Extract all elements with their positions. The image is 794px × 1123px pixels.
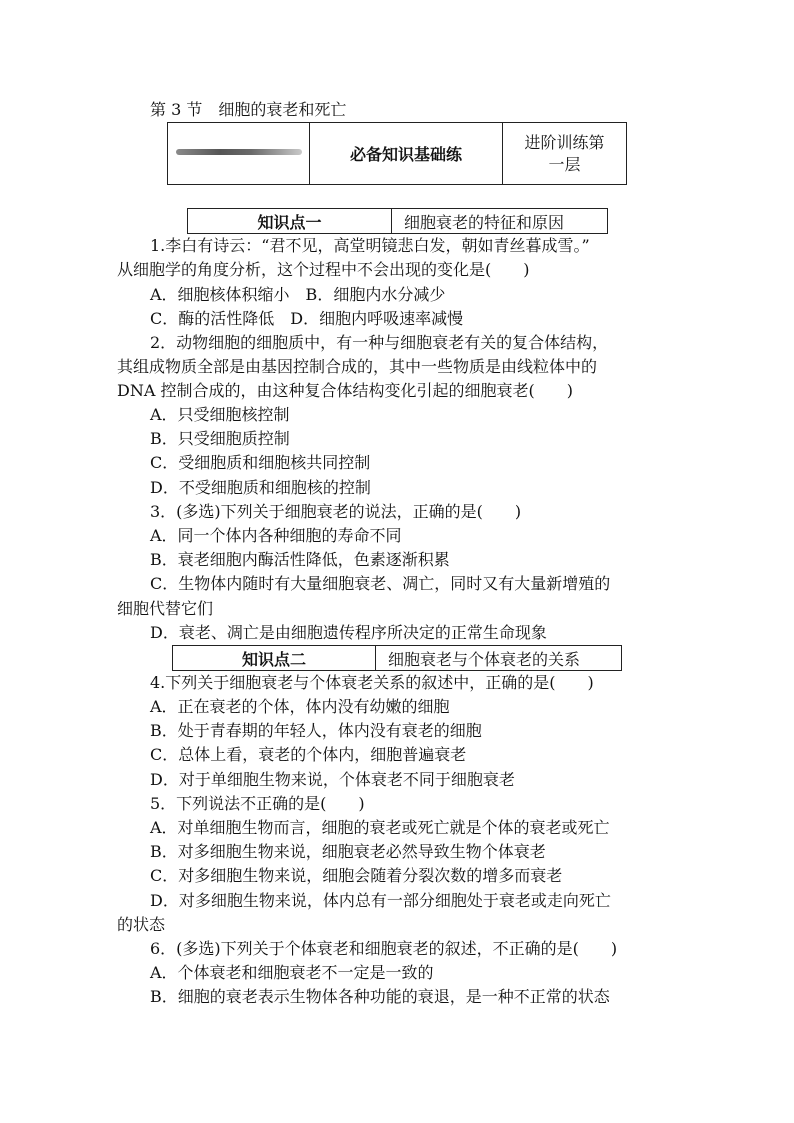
option-line: A．对单细胞生物而言，细胞的衰老或死亡就是个体的衰老或死亡 xyxy=(150,818,610,837)
option-line: A．个体衰老和细胞衰老不一定是一致的 xyxy=(150,963,434,982)
option-line: 细胞代替它们 xyxy=(117,599,214,618)
option-line: B．处于青春期的年轻人，体内没有衰老的细胞 xyxy=(150,721,482,740)
knowledge-point-2-label: 知识点二 xyxy=(173,646,376,670)
question-line: 2．动物细胞的细胞质中，有一种与细胞衰老有关的复合体结构， xyxy=(150,333,609,352)
option-line: D．对于单细胞生物来说，个体衰老不同于细胞衰老 xyxy=(150,770,515,789)
knowledge-point-1-label: 知识点一 xyxy=(188,209,392,233)
option-line: B．对多细胞生物来说，细胞衰老必然导致生物个体衰老 xyxy=(150,842,546,861)
brush-stroke-image xyxy=(176,149,302,155)
question-line: DNA 控制合成的，由这种复合体结构变化引起的细胞衰老( ) xyxy=(117,381,573,400)
option-line: A．只受细胞核控制 xyxy=(150,405,290,424)
question-line: 4.下列关于细胞衰老与个体衰老关系的叙述中，正确的是( ) xyxy=(150,673,594,692)
knowledge-point-2-box xyxy=(172,645,622,671)
option-line: D．对多细胞生物来说，体内总有一部分细胞处于衰老或走向死亡 xyxy=(150,891,611,910)
option-line: D．衰老、凋亡是由细胞遗传程序所决定的正常生命现象 xyxy=(150,623,547,642)
question-line: 1.李白有诗云：“君不见，高堂明镜悲白发，朝如青丝暮成雪。” xyxy=(150,236,590,255)
header-right-label xyxy=(503,123,626,184)
header-image-cell xyxy=(168,123,310,184)
option-line: B．细胞的衰老表示生物体各种功能的衰退，是一种不正常的状态 xyxy=(150,987,610,1006)
option-line: C．受细胞质和细胞核共同控制 xyxy=(150,453,371,472)
option-line: C．总体上看，衰老的个体内，细胞普遍衰老 xyxy=(150,745,467,764)
knowledge-point-1-box xyxy=(187,208,608,234)
header-center-label: 必备知识基础练 xyxy=(310,123,503,184)
header-right-label-line2: 一层 xyxy=(548,154,581,174)
header-table xyxy=(167,122,627,185)
option-line: B．只受细胞质控制 xyxy=(150,429,290,448)
header-right-label-line1: 进阶训练第 xyxy=(524,132,605,152)
knowledge-point-2-topic: 细胞衰老与个体衰老的关系 xyxy=(388,649,581,669)
option-line: A．正在衰老的个体，体内没有幼嫩的细胞 xyxy=(150,697,450,716)
option-line: C．对多细胞生物来说，细胞会随着分裂次数的增多而衰老 xyxy=(150,866,563,885)
option-line: C．酶的活性降低 D．细胞内呼吸速率减慢 xyxy=(150,309,464,328)
option-line: C．生物体内随时有大量细胞衰老、凋亡，同时又有大量新增殖的 xyxy=(150,574,611,593)
section-title: 第 3 节 细胞的衰老和死亡 xyxy=(150,100,347,119)
option-line: B．衰老细胞内酶活性降低，色素逐渐积累 xyxy=(150,550,450,569)
question-line: 3．(多选)下列关于细胞衰老的说法，正确的是( ) xyxy=(150,502,522,521)
question-line: 5．下列说法不正确的是( ) xyxy=(150,794,365,813)
question-line: 其组成物质全部是由基因控制合成的，其中一些物质是由线粒体中的 xyxy=(117,357,598,376)
question-line: 从细胞学的角度分析，这个过程中不会出现的变化是( ) xyxy=(117,260,530,279)
option-line: 的状态 xyxy=(117,915,166,934)
knowledge-point-1-topic: 细胞衰老的特征和原因 xyxy=(404,212,565,232)
question-line: 6．(多选)下列关于个体衰老和细胞衰老的叙述，不正确的是( ) xyxy=(150,939,618,958)
option-line: A．细胞核体积缩小 B．细胞内水分减少 xyxy=(150,285,446,304)
option-line: A．同一个体内各种细胞的寿命不同 xyxy=(150,526,402,545)
option-line: D．不受细胞质和细胞核的控制 xyxy=(150,478,371,497)
